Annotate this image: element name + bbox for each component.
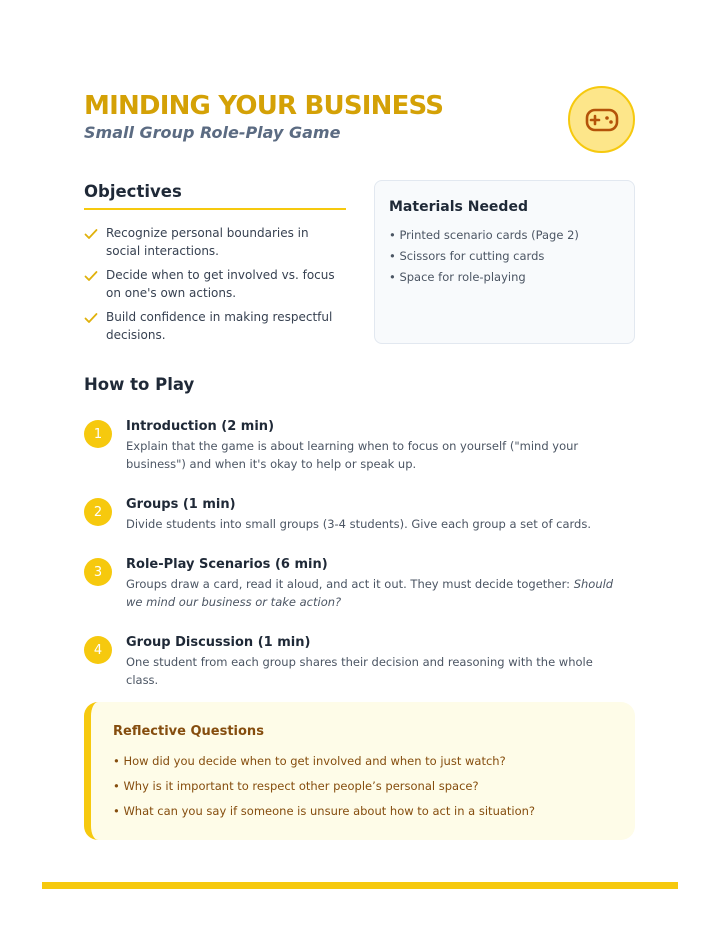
reflective-item: • What can you say if someone is unsure about how to act in a situation? xyxy=(113,804,536,818)
page-subtitle: Small Group Role-Play Game xyxy=(84,123,341,142)
page-title: MINDING YOUR BUSINESS xyxy=(84,91,444,121)
step-title: Role-Play Scenarios (6 min) xyxy=(126,557,328,572)
step-title: Group Discussion (1 min) xyxy=(126,635,311,650)
step-item xyxy=(84,634,624,689)
reflective-item: • Why is it important to respect other people’s personal space? xyxy=(113,779,479,793)
step-description: Divide students into small groups (3-4 students). Give each group a set of cards. xyxy=(126,517,591,531)
material-item: • Space for role-playing xyxy=(389,270,526,284)
materials-list xyxy=(389,225,620,288)
reflective-heading: Reflective Questions xyxy=(113,724,264,739)
objective-text: Recognize personal boundaries in social interactions. xyxy=(106,226,309,258)
step-title: Introduction (2 min) xyxy=(126,419,275,434)
step-number-badge: 1 xyxy=(84,420,112,448)
material-item: • Scissors for cutting cards xyxy=(389,249,545,263)
step-item xyxy=(84,556,624,611)
materials-heading: Materials Needed xyxy=(389,199,528,215)
logo-badge xyxy=(568,86,635,153)
checkmark-icon xyxy=(84,270,98,282)
step-description: One student from each group shares their decision and reasoning with the whole class. xyxy=(126,655,593,687)
checkmark-icon xyxy=(84,312,98,324)
objective-item xyxy=(84,224,344,260)
checkmark-icon xyxy=(84,228,98,240)
step-number-badge: 3 xyxy=(84,558,112,586)
step-item xyxy=(84,418,624,473)
reflective-list xyxy=(113,749,613,824)
objectives-heading: Objectives xyxy=(84,182,182,201)
materials-card xyxy=(374,180,635,344)
step-number-badge: 4 xyxy=(84,636,112,664)
reflective-item: • How did you decide when to get involved and when to just watch? xyxy=(113,754,506,768)
objectives-divider xyxy=(84,208,346,210)
objective-item xyxy=(84,266,344,302)
step-title: Groups (1 min) xyxy=(126,497,236,512)
step-description-italic: Should we mind our business or take action? xyxy=(126,577,614,609)
how-to-play-heading: How to Play xyxy=(84,375,195,394)
objective-item xyxy=(84,308,344,344)
footer-accent-bar xyxy=(42,882,678,889)
step-description: Explain that the game is about learning when to focus on yourself ("mind your business") and when it's okay to help or speak up. xyxy=(126,439,579,471)
material-item: • Printed scenario cards (Page 2) xyxy=(389,228,579,242)
objective-text: Build confidence in making respectful decisions. xyxy=(106,310,333,342)
objective-text: Decide when to get involved vs. focus on one's own actions. xyxy=(106,268,335,300)
step-description-text: Groups draw a card, read it aloud, and act it out. They must decide together: xyxy=(126,577,574,591)
reflective-questions-box xyxy=(84,702,635,840)
step-item xyxy=(84,496,624,533)
step-description xyxy=(126,575,624,611)
objectives-list xyxy=(84,224,344,350)
game-controller-icon xyxy=(585,107,619,133)
step-number-badge: 2 xyxy=(84,498,112,526)
